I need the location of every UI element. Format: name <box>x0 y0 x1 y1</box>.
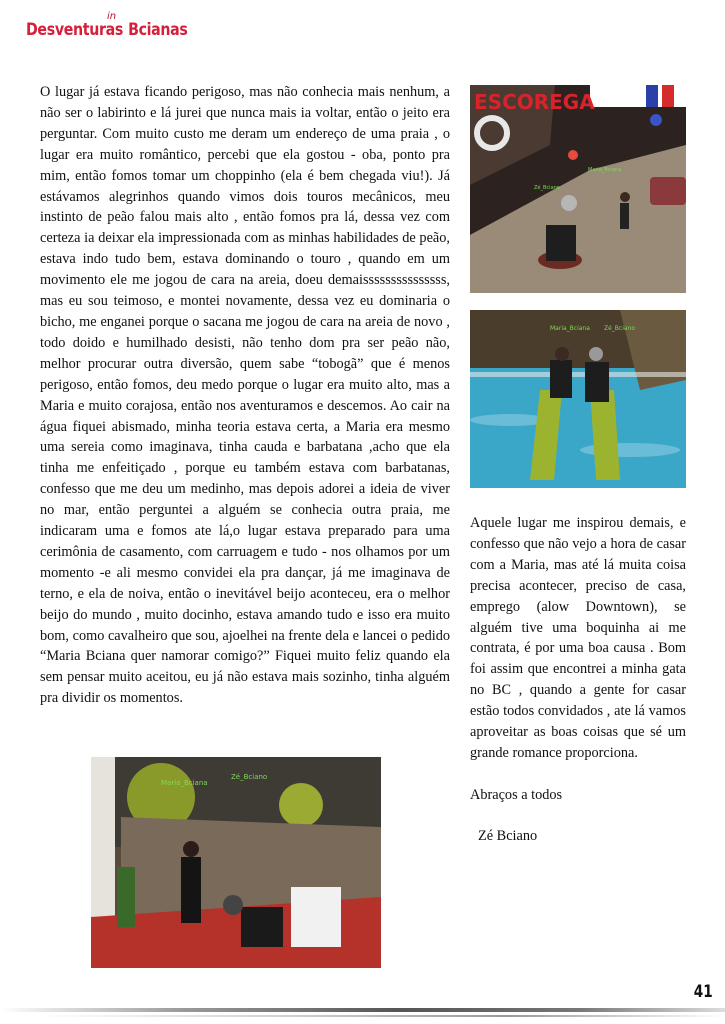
footer-rule <box>0 1008 725 1012</box>
water-label-1: Maria_Bciana <box>550 325 590 332</box>
photo-proposal <box>91 757 381 968</box>
slide-label-1: Maria_Bciana <box>588 167 622 173</box>
article-body-right-column <box>470 513 686 847</box>
slide-sign: ESCOREGA <box>474 90 595 114</box>
water-label-2: Zé_Bciano <box>604 325 636 332</box>
footer-rule-thin <box>0 1015 725 1017</box>
page-number: 41 <box>694 982 713 1002</box>
logo-title <box>26 20 188 39</box>
proposal-label-1: Maria_Bciana <box>161 779 208 787</box>
slide-label-2: Zé_Bciano <box>534 185 560 191</box>
photo-slide <box>470 85 686 293</box>
proposal-label-2: Zé_Bciano <box>231 773 268 781</box>
logo-word-2: Bcianas <box>128 20 188 39</box>
logo-in: in <box>107 11 117 22</box>
article-signature: Zé Bciano <box>478 827 538 844</box>
magazine-logo <box>26 11 188 48</box>
photo-water <box>470 310 686 488</box>
logo-word-1: Desventuras <box>26 20 123 39</box>
article-signoff: Abraços a todos <box>470 786 563 803</box>
article-body-right: Aquele lugar me inspirou demais, e confesso que não vejo a hora de casar com a Maria, mas até lá muita coisa precisa acontecer, preciso de casa, emprego (alow Downtown), se alguém tive uma boquinha ai me contrata, é por uma boa causa . Bom foi assim que encontrei a minha gata no BC , quando a gente for casar estão todos convidados , ate lá vamos aproveitar as boas coisas que sé um grande romance proporciona. <box>470 515 686 761</box>
article-body-left: O lugar já estava ficando perigoso, mas não conhecia mais nenhum, a não ser o labirinto e lá jurei que nunca mais ia voltar, então o jeito era perguntar. Com muito custo me deram um endereço de uma praia , o lugar era muito romântico, percebi que ela gostou - oba, ponto pra mim, então fomos tomar um choppinho (ela é bem chegada viu!). Já estávamos alegrinhos quando vimos dois touros mecânicos, meu instinto de peão falou mais alto , então fomos pra lá, dessa vez com certeza ia deixar ela impressionada com as minhas habilidades de peão, estava indo tudo bem, estava dominando o touro , quando em um movimento ele me jogou de cara na areia, doeu demaisssssssssssssss, mas eu sou teimoso, e montei novamente, dessa vez eu dominaria o bicho, me enganei porque o sacana me jogou de cara na areia de novo , todo doido e humilhado desisti, não tenho dom pra ser peão não, melhor procurar outra diversão, quem sabe “tobogã” que é menos perigoso, então fomos, deu medo porque o lugar era muito alto, mas a Maria e muito corajosa, então nos aventuramos e descemos. Ao cair na água fiquei abismado, minha teoria estava certa, a Maria era mesmo uma sereia como imaginava, tinha cauda e barbatana ,acho que ela tinha me enfeitiçado , porque eu também estava com barbatanas, confesso que me deu um medinho, mas depois adorei a ideia de viver no mar, então perguntei a alguém se conhecia outra praia, me indicaram uma e fomos ate lá,o lugar estava preparado para uma cerimônia de casamento, com carruagem e tudo - nos olhamos por um momento -e ali mesmo convidei ela pra dançar, já me imaginava de terno, e ela de noiva, então o inevitável beijo aconteceu, era o melhor beijo do mundo , muito docinho, estava amando tudo e isso era muito bom, como cavalheiro que sou, ajoelhei na frente dela e lancei o pedido “Maria Bciana quer namorar comigo?” Fiquei muito feliz quando ela sem pensar muito aceitou, eu já não estava mais sozinho, tinha alguém pra dividir os momentos. <box>40 84 450 707</box>
